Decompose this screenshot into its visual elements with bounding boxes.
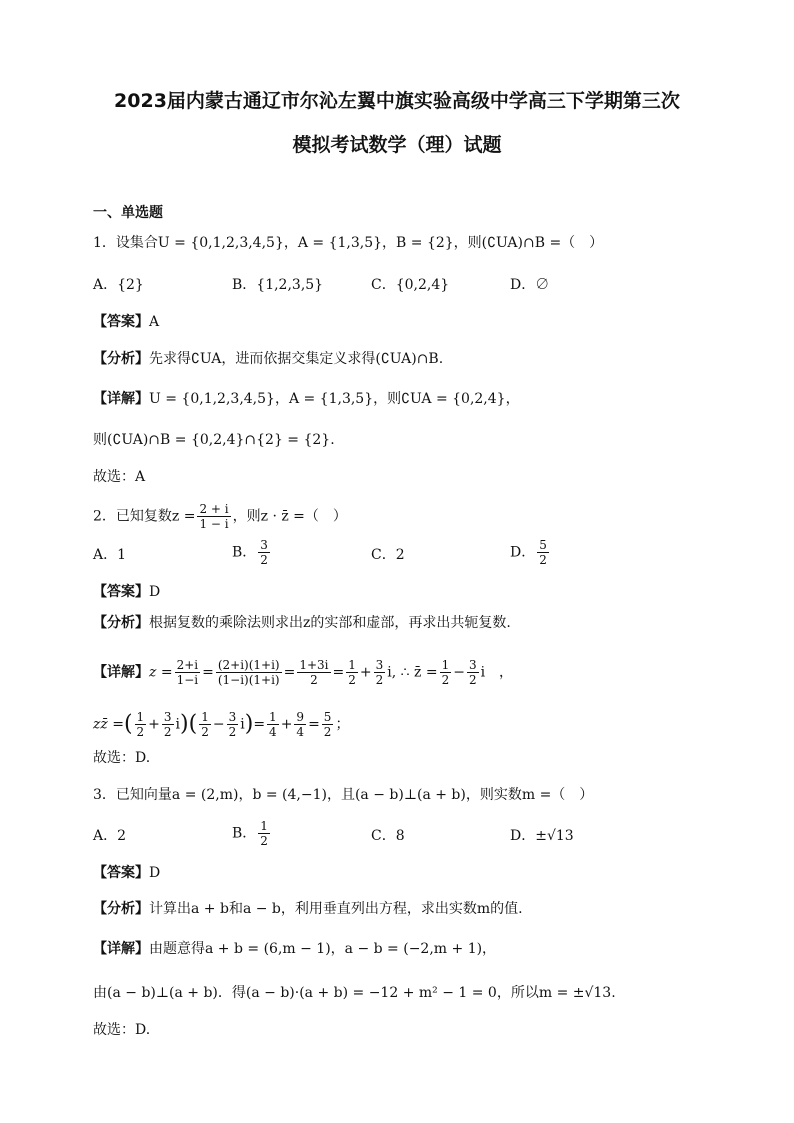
q1-analysis-text: 先求得∁UA，进而依据交集定义求得(∁UA)∩B. (149, 351, 444, 367)
q2-option-d (510, 538, 551, 567)
q2-e-frac-c-num: 1 (201, 710, 209, 724)
q2-detail-frac2-num: (2+i)(1+i) (217, 658, 280, 672)
q2-detail-frac4-den: 2 (348, 673, 356, 687)
document-title-line2: 模拟考试数学（理）试题 (292, 134, 502, 156)
q2-detail-frac3-den: 2 (310, 673, 318, 687)
document-title-line1: 2023届内蒙古通辽市尔沁左翼中旗实验高级中学高三下学期第三次 (114, 90, 680, 112)
q2-detail-end: i ， (480, 664, 514, 681)
q2-option-b-num: 3 (260, 538, 268, 552)
q2-product-lhs: zz̄ = (93, 716, 124, 733)
answer-tag: 【答案】 (93, 314, 149, 330)
q2-e-minus: − (212, 716, 225, 733)
q2-detail-minus: − (453, 664, 465, 681)
q3-option-c: C．8 (371, 828, 405, 844)
q2-option-a: A．1 (93, 547, 127, 563)
q2-e-frac-r1-num: 1 (269, 710, 277, 724)
q2-detail (93, 658, 513, 687)
q2-e-plus1: + (148, 716, 160, 733)
q2-detail-frac4-num: 1 (348, 658, 356, 672)
q2-detail-frac7-den: 2 (468, 673, 477, 687)
semicolon: ； (335, 716, 350, 733)
q2-answer (93, 582, 160, 602)
q1-option-c: C．{0,2,4} (371, 277, 450, 293)
q2-detail-frac3-num: 1+3i (299, 658, 329, 672)
q1-conclusion: 故选：A (93, 469, 146, 485)
analysis-tag: 【分析】 (93, 901, 149, 917)
q1-option-b: B．{1,2,3,5} (232, 277, 324, 293)
analysis-tag: 【分析】 (93, 615, 149, 631)
q2-detail-frac7-num: 3 (468, 658, 477, 672)
q2-e-frac-d-den: 2 (228, 725, 237, 739)
q2-detail-frac7 (467, 658, 479, 687)
paren-open: ( (123, 711, 133, 737)
q2-detail-frac6 (440, 658, 452, 687)
q3-option-a: A．2 (93, 828, 127, 844)
q2-detail-frac1-num: 2+i (176, 658, 199, 672)
q2-stem-den: 1 − i (199, 517, 229, 531)
q1-analysis (93, 349, 443, 369)
paren-close: ) (244, 711, 254, 737)
q3-option-b-num: 1 (260, 819, 268, 833)
q2-detail-frac2-den: (1−i)(1+i) (217, 673, 280, 687)
q2-detail-frac1 (175, 658, 201, 687)
paren-open: ( (188, 711, 198, 737)
q3-detail-line1: 由题意得a + b = (6,m − 1)，a − b = (−2,m + 1)， (149, 941, 497, 957)
q2-option-d-label: D． (510, 544, 536, 561)
imag-unit: i (240, 716, 245, 733)
analysis-tag: 【分析】 (93, 351, 149, 367)
q2-e-frac-c (199, 710, 211, 739)
q2-e-frac-r2-num: 9 (296, 710, 305, 724)
q2-e-eq2: = (308, 716, 320, 733)
q2-stem-fraction (197, 502, 230, 531)
q2-stem-pre: 2．已知复数z = (93, 508, 196, 525)
q1-answer-value: A (149, 314, 160, 330)
q2-e-frac-b (162, 710, 174, 739)
q2-e-frac-c-den: 2 (201, 725, 209, 739)
q2-detail-frac5 (374, 658, 386, 687)
q2-option-c: C．2 (371, 547, 405, 563)
q2-e-frac-r2 (294, 710, 306, 739)
q1-option-d: D．∅ (510, 277, 550, 293)
q3-analysis-text: 计算出a + b和a − b，利用垂直列出方程，求出实数m的值. (149, 901, 523, 917)
q2-analysis-text: 根据复数的乘除法则求出z的实部和虚部，再求出共轭复数. (149, 615, 511, 631)
section-heading: 一、单选题 (93, 205, 163, 221)
q2-e-frac-d-num: 3 (228, 710, 237, 724)
q2-e-frac-a (135, 710, 147, 739)
q2-detail-frac1-den: 1−i (176, 673, 199, 687)
q3-option-b (232, 819, 272, 848)
q2-detail-frac6-den: 2 (441, 673, 450, 687)
q1-stem: 1．设集合U = {0,1,2,3,4,5}，A = {1,3,5}，B = {2}，则(∁UA)∩B =（ ） (93, 235, 604, 251)
q2-e-frac-b-den: 2 (163, 725, 172, 739)
detail-tag: 【详解】 (93, 391, 149, 407)
q3-detail-line2: 由(a − b)⊥(a + b)．得(a − b)·(a + b) = −12 + m² − 1 = 0，所以m = ±√13. (93, 985, 616, 1001)
q2-detail-frac2 (216, 658, 282, 687)
q2-e-frac-r3 (322, 710, 334, 739)
q2-option-d-den: 2 (539, 553, 547, 567)
q2-option-d-fraction (537, 538, 549, 567)
q2-option-d-num: 5 (539, 538, 547, 552)
detail-tag: 【详解】 (93, 664, 149, 681)
q2-e-frac-a-num: 1 (136, 710, 145, 724)
q2-e-frac-r1 (267, 710, 279, 739)
q2-option-b-fraction (258, 538, 270, 567)
q2-analysis (93, 613, 511, 633)
q2-stem-num: 2 + i (199, 502, 229, 516)
q2-detail-frac5-num: 3 (375, 658, 384, 672)
q3-detail (93, 939, 496, 959)
q1-answer (93, 312, 159, 332)
q3-conclusion: 故选：D. (93, 1022, 151, 1038)
detail-tag: 【详解】 (93, 941, 149, 957)
q2-answer-value: D (149, 584, 161, 600)
q3-option-b-fraction (258, 819, 270, 848)
q2-e-frac-r2-den: 4 (296, 725, 305, 739)
q2-detail-eq2: = (283, 664, 296, 681)
q2-detail-frac5-den: 2 (375, 673, 384, 687)
q2-detail-frac4 (346, 658, 358, 687)
q2-detail-frac6-num: 1 (441, 658, 450, 672)
q3-analysis (93, 899, 523, 919)
q2-option-b (232, 538, 272, 567)
q2-detail-plus: + (359, 664, 372, 681)
q2-e-frac-d (227, 710, 239, 739)
q2-option-b-den: 2 (260, 553, 268, 567)
q2-stem (93, 502, 347, 531)
q2-detail-line2 (93, 710, 349, 739)
q3-answer-value: D (149, 865, 161, 881)
q2-e-frac-r3-num: 5 (323, 710, 332, 724)
q1-detail (93, 389, 520, 409)
q3-answer (93, 863, 160, 883)
q2-e-plus2: + (280, 716, 293, 733)
q2-e-frac-r3-den: 2 (323, 725, 332, 739)
q2-stem-post: ，则z · z̄ =（ ） (232, 508, 347, 525)
q2-detail-frac3 (297, 658, 330, 687)
q2-e-frac-b-num: 3 (163, 710, 172, 724)
q2-e-frac-r1-den: 4 (269, 725, 277, 739)
q3-option-b-label: B． (232, 825, 257, 842)
q3-stem: 3．已知向量a = (2,m)，b = (4,−1)，且(a − b)⊥(a + b)，则实数m =（ ） (93, 787, 594, 803)
q2-detail-z: z = (149, 664, 173, 681)
answer-tag: 【答案】 (93, 584, 149, 600)
q2-e-frac-a-den: 2 (136, 725, 145, 739)
imag-unit: i (175, 716, 181, 733)
q2-e-eq1: = (253, 716, 266, 733)
q2-detail-eq3: = (332, 664, 345, 681)
q2-detail-eq1: = (202, 664, 214, 681)
q2-option-b-label: B． (232, 544, 257, 561)
q2-conclusion: 故选：D. (93, 750, 151, 766)
q2-detail-conj: i, ∴ z̄ = (387, 664, 438, 681)
q1-detail-line1: U = {0,1,2,3,4,5}，A = {1,3,5}，则∁UA = {0,2,4}， (149, 391, 520, 407)
answer-tag: 【答案】 (93, 865, 149, 881)
q3-option-b-den: 2 (260, 834, 268, 848)
paren-close: ) (180, 711, 189, 737)
q1-detail-line2: 则(∁UA)∩B = {0,2,4}∩{2} = {2}. (93, 432, 335, 448)
q1-option-a: A．{2} (93, 277, 144, 293)
q3-option-d: D．±√13 (510, 828, 574, 844)
